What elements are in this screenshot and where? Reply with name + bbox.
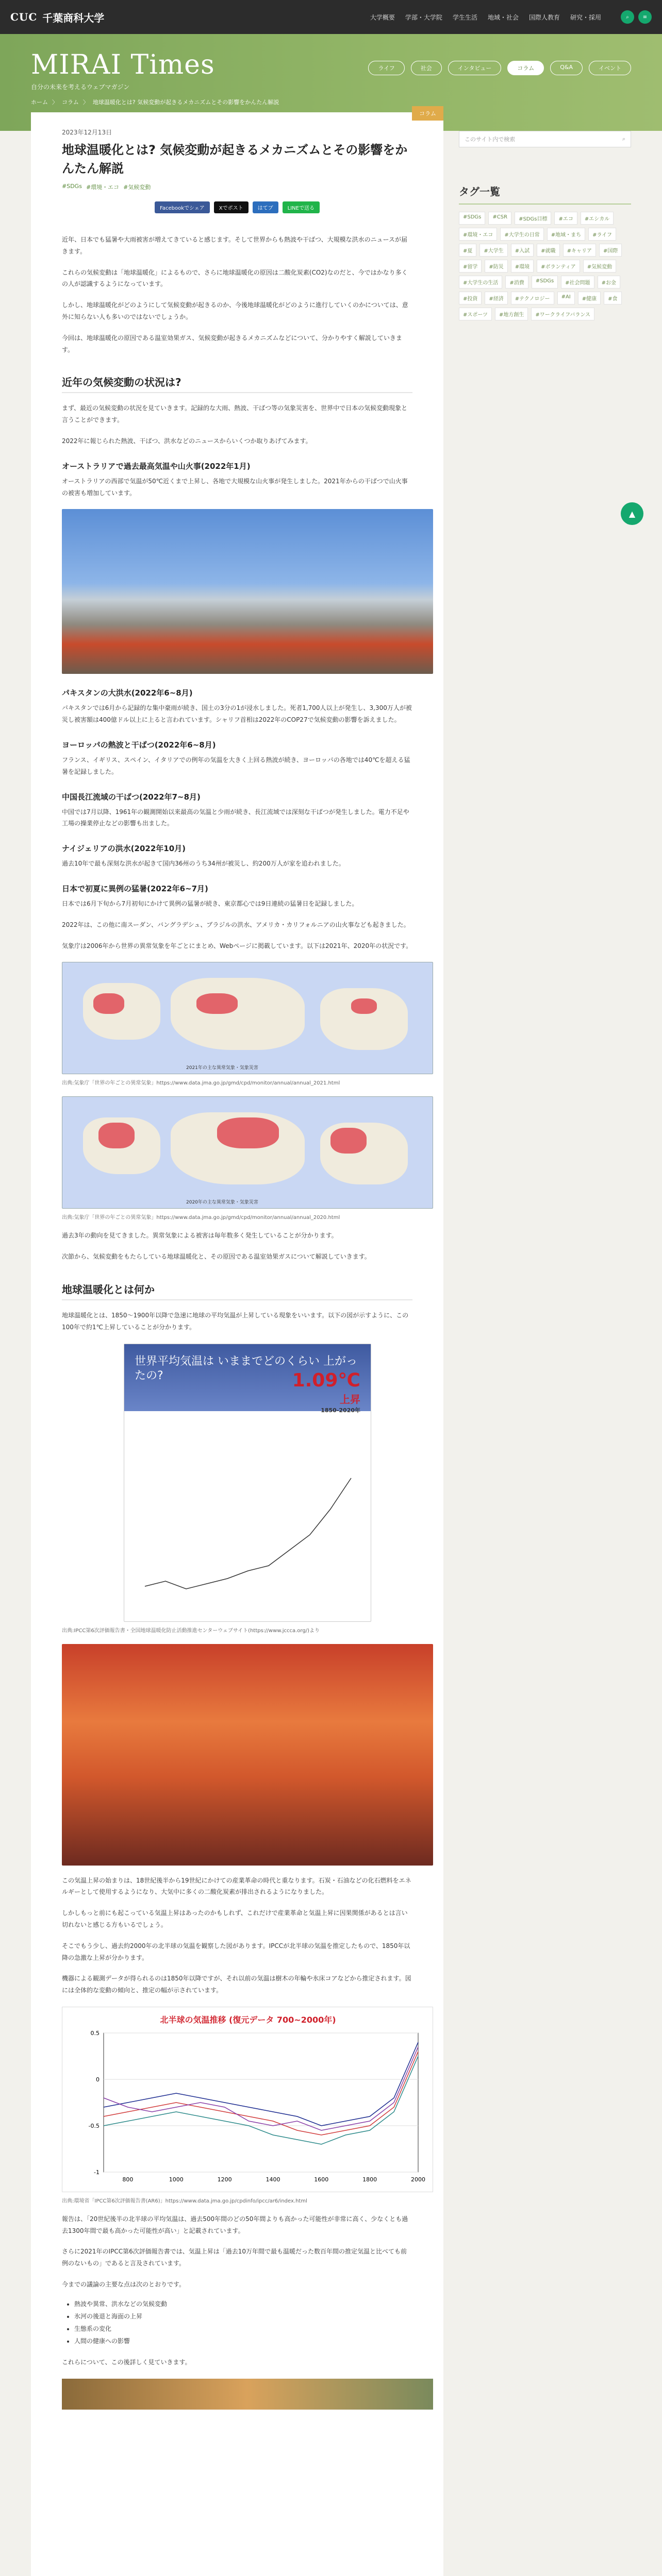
list-item: • 人間の健康への影響 [74, 2335, 412, 2347]
x-tick-label: 2000 [411, 2176, 425, 2183]
section-paragraph: 過去3年の動向を見てきました。異常気象による被害は毎年数多く発生していることが分かります。 [62, 1232, 338, 1240]
logo-name: 千葉商科大学 [42, 11, 105, 24]
nav-student-life[interactable]: 学生生活 [452, 13, 477, 21]
site-title[interactable]: MIRAI Times [31, 49, 215, 80]
article-title: 地球温暖化とは? 気候変動が起きるメカニズムとその影響をかんたん解説 [62, 143, 408, 176]
tag-chip[interactable]: #テクノロジー [511, 292, 554, 304]
event-text: 中国では7月以降、1961年の観測開始以来最高の気温と少雨が続き、長江流域では深刻な干ばつが発生しました。電力不足や工場の操業停止などの影響も出ました。 [62, 808, 409, 827]
x-tick-label: 1200 [217, 2176, 232, 2183]
x-tick-label: 1600 [314, 2176, 329, 2183]
article [31, 112, 443, 2576]
x-tick-label: 1800 [362, 2176, 377, 2183]
tag-chip[interactable]: #経済 [485, 292, 507, 304]
tag-chip[interactable]: #防災 [485, 260, 507, 273]
breadcrumb-home[interactable]: ホーム [31, 99, 48, 106]
search-icon-button[interactable]: ⌕ [621, 10, 634, 24]
poster-heading: 世界平均気温は いままでどのくらい 上がったの? [124, 1344, 371, 1411]
breadcrumb-sep: 〉 [52, 99, 58, 106]
tag-chip[interactable]: #キャリア [563, 244, 596, 257]
event-heading: オーストラリアで過去最高気温や山火事(2022年1月) [62, 461, 251, 471]
section-paragraph: そこでもう少し、過去約2000年の北半球の気温を観察した図があります。IPCCが北半球の気温を推定したもので、1850年以降の急激な上昇が分かります。 [62, 1942, 410, 1961]
tag-link[interactable]: #気候変動 [123, 184, 151, 191]
intro-paragraph: しかし、地球温暖化がどのようにして気候変動が起きるのか、今後地球温暖化がどのように進行していくのかについては、意外に知らない人も多いのではないでしょうか。 [62, 301, 408, 320]
nav-international[interactable]: 国際人教育 [528, 13, 560, 21]
series-line-1 [104, 2052, 418, 2135]
article-date: 2023年12月13日 [62, 129, 112, 136]
section-paragraph: 地球温暖化とは、1850〜1900年以降で急速に地球の平均気温が上昇している現象をいいます。以下の図が示すように、この100年で約1℃上昇していることが分かります。 [62, 1311, 409, 1331]
poster-value: 1.09℃ 上昇 1850-2020年 [292, 1369, 360, 1414]
pill-life[interactable]: ライフ [368, 61, 404, 75]
intro-paragraph: これらの気候変動は「地球温暖化」によるもので、さらに地球温暖化の原因は二酸化炭素(CO2)なのだと、今ではかなり多くの人が認識するようになっています。 [62, 268, 408, 288]
bottom-photo [62, 2379, 433, 2410]
logo-mark: CUC [10, 11, 38, 23]
tag-chip[interactable]: #大学生の日常 [500, 228, 543, 241]
nav-about[interactable]: 大学概要 [370, 13, 395, 21]
tag-chip[interactable]: #ボランティア [537, 260, 580, 273]
global-nav [370, 10, 652, 24]
section-paragraph: さらに2021年のIPCC第6次評価報告書では、気温上昇は「過去10万年間で最も温暖だった数百年間の推定気温と比べても前例のないもの」であると言及されています。 [62, 2248, 407, 2267]
event-text: オーストラリアの西部で気温が50℃近くまで上昇し、各地で大規模な山火事が発生しました。2021年からの干ばつで山火事の被害も増加しています。 [62, 477, 408, 497]
page-container [31, 112, 631, 2576]
heat-sunset-photo [62, 1644, 433, 1866]
list-item: • 生態系の変化 [74, 2323, 412, 2335]
x-share-button[interactable]: Xでポスト [214, 201, 249, 213]
tag-chip[interactable]: #社会問題 [561, 276, 594, 289]
share-buttons [62, 201, 412, 213]
tag-chip[interactable]: #スポーツ [459, 308, 492, 320]
hatena-share-button[interactable]: はてブ [253, 201, 278, 213]
tag-chip[interactable]: #ワークライフバランス [531, 308, 594, 320]
tag-chip[interactable]: #気候変動 [583, 260, 616, 273]
section-paragraph: この気温上昇の始まりは、18世紀後半から19世紀にかけての産業革命の時代と重なります。石炭・石油などの化石燃料をエネルギーとして使用するようになり、大気中に多くの二酸化炭素が排出されるようになりました。 [62, 1876, 411, 1896]
chart-caption[interactable]: 出典:環境省「IPCC第6次評価報告書(AR6)」https://www.data.jma.go.jp/cpdinfo/ipcc/ar6/index.html [62, 2198, 307, 2204]
section-paragraph: 機器による観測データが得られるのは1850年以降ですが、それ以前の気温は樹木の年輪や氷床コアなどから推定されます。図には全体的な変動の傾向と、推定の幅が示されています。 [62, 1975, 411, 1994]
x-tick-label: 1400 [266, 2176, 280, 2183]
tag-chip[interactable]: #大学生 [479, 244, 507, 257]
section-paragraph: これらについて、この後詳しく見ていきます。 [62, 2358, 191, 2366]
tag-chip[interactable]: #消費 [505, 276, 528, 289]
site-subtitle: 自分の未来を考えるウェブマガジン [31, 83, 130, 91]
tag-chip[interactable]: #環境 [511, 260, 534, 273]
tag-chip[interactable]: #SDGs目標 [515, 212, 551, 225]
list-item: • 熱波や異常、洪水などの気候変動 [74, 2298, 412, 2310]
tag-chip[interactable]: #SDGs [459, 212, 485, 225]
section-paragraph: まず、最近の気候変動の状況を見ていきます。記録的な大雨、熱波、干ばつ等の気象災害を、世界中で日本の気候変動現象と言うことができます。 [62, 404, 408, 424]
event-text: 日本では6月下旬から7月初旬にかけて異例の猛暑が続き、東京都心では9日連続の猛暑日を記録しました。 [62, 900, 358, 907]
tag-chip[interactable]: #CSR [488, 212, 511, 225]
tag-chip[interactable]: #エシカル [581, 212, 614, 225]
breadcrumb [31, 98, 279, 106]
section-paragraph: しかしもっと前にも起こっている気温上昇はあったのかもしれず、これだけで産業革命と気温上昇に因果関係があるとは言い切れないと感じる方もいるでしょう。 [62, 1909, 408, 1928]
series-line-2 [104, 2047, 418, 2130]
event-text: 過去10年で最も深刻な洪水が起きて国内36州のうち34州が被災し、約200万人が家を追われました。 [62, 860, 345, 868]
search-input[interactable]: このサイト内で検索 [465, 136, 516, 143]
poster-temperature-line [124, 1416, 372, 1622]
category-badge[interactable]: コラム [412, 106, 443, 121]
tag-chip[interactable]: #健康 [578, 292, 601, 304]
series-line-3 [104, 2056, 418, 2144]
tags-title: タグ一覧 [459, 183, 631, 205]
facebook-share-button[interactable]: Facebookでシェア [155, 201, 210, 213]
line-share-button[interactable]: LINEで送る [283, 201, 320, 213]
pill-qa[interactable]: Q&A [550, 61, 583, 75]
tag-chip[interactable]: #大学生の生活 [459, 276, 502, 289]
tag-chip[interactable]: #食 [604, 292, 621, 304]
tag-chip[interactable]: #ライフ [588, 228, 616, 241]
chart-title: 北半球の気温推移 (復元データ 700~2000年) [160, 2014, 336, 2025]
article-tags [62, 183, 412, 191]
menu-icon-button[interactable]: ≡ [638, 10, 652, 24]
section-paragraph: 報告は、「20世紀後半の北半球の平均気温は、過去500年間のどの50年間よりも高かった可能性が非常に高く、少なくとも過去1300年間で最も高かった可能性が高い」と記載されています。 [62, 2215, 408, 2234]
pill-society[interactable]: 社会 [411, 61, 442, 75]
section-paragraph: 今までの議論の主要な点は次のとおりです。 [62, 2281, 186, 2289]
key-points-list [74, 2298, 412, 2347]
y-tick-label: 0.5 [90, 2029, 100, 2037]
wildfire-photo [62, 509, 433, 674]
x-tick-label: 1000 [169, 2176, 184, 2183]
pill-column[interactable]: コラム [507, 61, 544, 75]
breadcrumb-current: 地球温暖化とは? 気候変動が起きるメカニズムとその影響をかんたん解説 [92, 99, 279, 106]
scroll-to-top-button[interactable] [621, 502, 643, 525]
nav-research[interactable]: 研究・採用 [570, 13, 601, 21]
tag-chip[interactable]: #留学 [459, 260, 482, 273]
global-temperature-infographic [124, 1344, 371, 1622]
map-legend: 2021年の主な異常気象・気象災害 [186, 1065, 258, 1071]
tag-chip[interactable]: #入試 [511, 244, 534, 257]
intro-paragraph: 近年、日本でも猛暑や大雨被害が増えてきていると感じます。そして世界からも熱波や干ばつ、大規模な洪水のニュースが届きます。 [62, 236, 407, 255]
nh-temperature-chart [62, 2007, 433, 2192]
tag-chip[interactable]: #投資 [459, 292, 482, 304]
tag-chip[interactable]: #AI [557, 292, 575, 304]
tag-chip[interactable]: #エコ [554, 212, 577, 225]
y-tick-label: 0 [96, 2076, 100, 2083]
section-paragraph: 2022年は、この他に南スーダン、バングラデシュ、ブラジルの洪水、アメリカ・カリフォルニアの山火事なども起きました。 [62, 921, 410, 928]
sidebar-search[interactable] [459, 131, 631, 147]
tag-link[interactable]: #SDGs [62, 183, 82, 190]
event-heading: パキスタンの大洪水(2022年6~8月) [62, 688, 193, 698]
event-heading: ナイジェリアの洪水(2022年10月) [62, 844, 186, 854]
poster-caption[interactable]: 出典:IPCC第6次評価報告書・全国地球温暖化防止活動推進センターウェブサイト(https://www.jccca.org/)より [62, 1628, 320, 1634]
site-logo[interactable] [10, 10, 104, 25]
y-tick-label: -1 [94, 2168, 100, 2176]
section-paragraph: 2022年に報じられた熱波、干ばつ、洪水などのニュースからいくつか取りあげてみます。 [62, 437, 312, 445]
search-icon[interactable]: ⌕ [622, 135, 625, 142]
series-line-0 [104, 2042, 418, 2126]
section-paragraph: 気象庁は2006年から世界の異常気象を年ごとにまとめ、Webページに掲載しています。以下は2021年、2020年の状況です。 [62, 942, 412, 950]
tag-link[interactable]: #環境・エコ [86, 184, 120, 191]
list-item: • 氷河の後退と海面の上昇 [74, 2310, 412, 2323]
map-caption[interactable]: 出典:気象庁「世界の年ごとの異常気象」https://www.data.jma.go.jp/gmd/cpd/monitor/annual/annual_2021.html [62, 1080, 340, 1087]
map-legend: 2020年の主な異常気象・気象災害 [186, 1200, 258, 1206]
nav-community[interactable]: 地域・社会 [487, 13, 519, 21]
tag-chip[interactable]: #環境・エコ [459, 228, 497, 241]
arrow-up-icon: ▲ [628, 509, 636, 519]
y-tick-label: -0.5 [88, 2122, 100, 2129]
section-heading: 地球温暖化とは何か [62, 1281, 412, 1300]
section-paragraph: 次節から、気候変動をもたらしている地球温暖化と、その原因である温室効果ガスについて解説していきます。 [62, 1253, 371, 1261]
tag-chip[interactable]: #お金 [598, 276, 620, 289]
pill-interview[interactable]: インタビュー [448, 61, 502, 75]
event-text: フランス、イギリス、スペイン、イタリアでの例年の気温を大きく上回る熱波が続き、ヨーロッパの各地では40℃を超える猛暑を記録しました。 [62, 756, 410, 775]
event-heading: 中国長江流域の干ばつ(2022年7~8月) [62, 792, 201, 802]
tag-chip[interactable]: #地方創生 [495, 308, 528, 320]
breadcrumb-sep: 〉 [82, 99, 89, 106]
tag-chip[interactable]: #夏 [459, 244, 476, 257]
sidebar [459, 112, 631, 2576]
world-extreme-weather-map-2021 [62, 962, 433, 1074]
event-heading: 日本で初夏に異例の猛暑(2022年6~7月) [62, 884, 208, 893]
tag-chip[interactable]: #国際 [599, 244, 622, 257]
tag-cloud [459, 212, 631, 320]
x-tick-label: 800 [122, 2176, 134, 2183]
global-header [0, 0, 662, 34]
map-caption[interactable]: 出典:気象庁「世界の年ごとの異常気象」https://www.data.jma.go.jp/gmd/cpd/monitor/annual/annual_2020.html [62, 1215, 340, 1221]
nav-faculties[interactable]: 学部・大学院 [405, 13, 442, 21]
chart-svg [62, 2007, 434, 2193]
event-text: パキスタンでは6月から記録的な集中豪雨が続き、国土の3分の1が浸水しました。死者1,700人以上が発生し、3,300万人が被災し被害額は400億ドル以上に上ると言われています。シャリフ首相は2022年のCOP27で気候変動の影響を訴えました。 [62, 704, 412, 724]
pill-event[interactable]: イベント [589, 61, 631, 75]
tag-chip[interactable]: #地域・まち [547, 228, 585, 241]
plot-frame [104, 2033, 418, 2172]
intro-paragraph: 今回は、地球温暖化の原因である温室効果ガス、気候変動が起きるメカニズムなどについて、分かりやすく解説していきます。 [62, 334, 402, 353]
tag-chip[interactable]: #SDGs [532, 276, 558, 289]
section-heading: 近年の気候変動の状況は? [62, 374, 412, 393]
category-nav [368, 61, 631, 75]
breadcrumb-column[interactable]: コラム [62, 99, 79, 106]
event-heading: ヨーロッパの熱波と干ばつ(2022年6~8月) [62, 740, 216, 750]
tag-chip[interactable]: #就職 [537, 244, 559, 257]
world-extreme-weather-map-2020 [62, 1096, 433, 1209]
